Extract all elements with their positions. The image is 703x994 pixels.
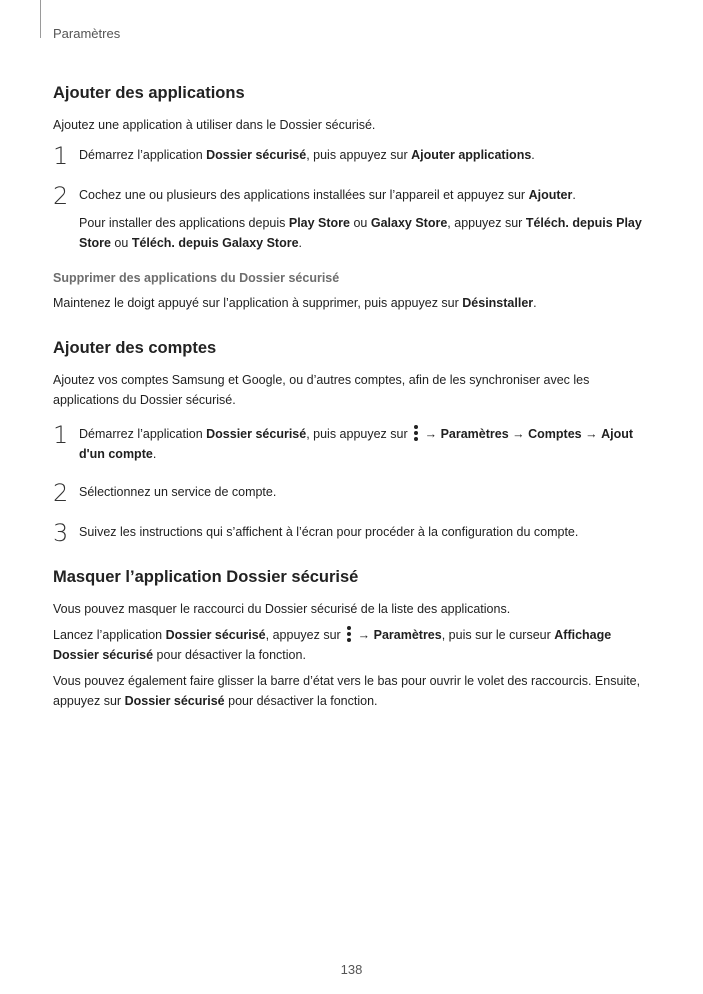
subsection-text: Maintenez le doigt appuyé sur l’application à supprimer, puis appuyez sur Désinstaller. xyxy=(53,296,537,310)
paragraph: Vous pouvez masquer le raccourci du Dossier sécurisé de la liste des applications. xyxy=(53,602,511,616)
step-text: Démarrez l’application Dossier sécurisé, puis appuyez sur → Paramètres → Comptes → Ajout d'un compte. xyxy=(79,427,634,461)
more-options-icon xyxy=(346,626,352,642)
step-body xyxy=(79,522,653,542)
page-number: 138 xyxy=(340,962,363,977)
section-intro: Ajoutez vos comptes Samsung et Google, ou d’autres comptes, afin de les synchroniser avec les applications du Dossier sécurisé. xyxy=(53,373,590,407)
header-rule xyxy=(40,0,41,38)
step-number: 1 xyxy=(53,421,69,449)
section-hide-app xyxy=(53,568,653,711)
header-section-label: Paramètres xyxy=(53,26,121,41)
section-title: Ajouter des applications xyxy=(53,84,245,102)
step-text: Suivez les instructions qui s’affichent à l’écran pour procéder à la configuration du compte. xyxy=(79,525,579,539)
step-number: 1 xyxy=(53,142,69,170)
step-3 xyxy=(53,519,653,547)
step-body xyxy=(79,185,653,253)
page-content xyxy=(53,84,653,731)
step-2 xyxy=(53,479,653,507)
section-title: Masquer l’application Dossier sécurisé xyxy=(53,568,359,586)
paragraph: Vous pouvez également faire glisser la barre d’état vers le bas pour ouvrir le volet des raccourcis. Ensuite, appuyez sur Dossier sécurisé pour désactiver la fonction. xyxy=(53,674,641,708)
more-options-icon xyxy=(413,425,419,441)
subsection-title: Supprimer des applications du Dossier sécurisé xyxy=(53,271,340,285)
step-body xyxy=(79,145,653,165)
step-2 xyxy=(53,182,653,253)
step-body xyxy=(79,424,653,464)
step-number: 3 xyxy=(53,519,69,547)
step-note: Pour installer des applications depuis Play Store ou Galaxy Store, appuyez sur Téléch. depuis Play Store ou Téléch. depuis Galaxy Store. xyxy=(79,216,642,250)
step-body xyxy=(79,482,653,502)
step-text: Sélectionnez un service de compte. xyxy=(79,485,277,499)
step-number: 2 xyxy=(53,182,69,210)
section-intro: Ajoutez une application à utiliser dans le Dossier sécurisé. xyxy=(53,118,376,132)
step-text: Démarrez l’application Dossier sécurisé, puis appuyez sur Ajouter applications. xyxy=(79,148,535,162)
step-1 xyxy=(53,142,653,170)
section-add-apps xyxy=(53,84,653,313)
paragraph: Lancez l’application Dossier sécurisé, appuyez sur → Paramètres, puis sur le curseur Affichage Dossier sécurisé pour désactiver la fonction. xyxy=(53,628,612,662)
section-title: Ajouter des comptes xyxy=(53,339,217,357)
step-text: Cochez une ou plusieurs des applications installées sur l’appareil et appuyez sur Ajouter. xyxy=(79,188,576,202)
step-1 xyxy=(53,421,653,464)
step-number: 2 xyxy=(53,479,69,507)
section-add-accounts xyxy=(53,339,653,547)
